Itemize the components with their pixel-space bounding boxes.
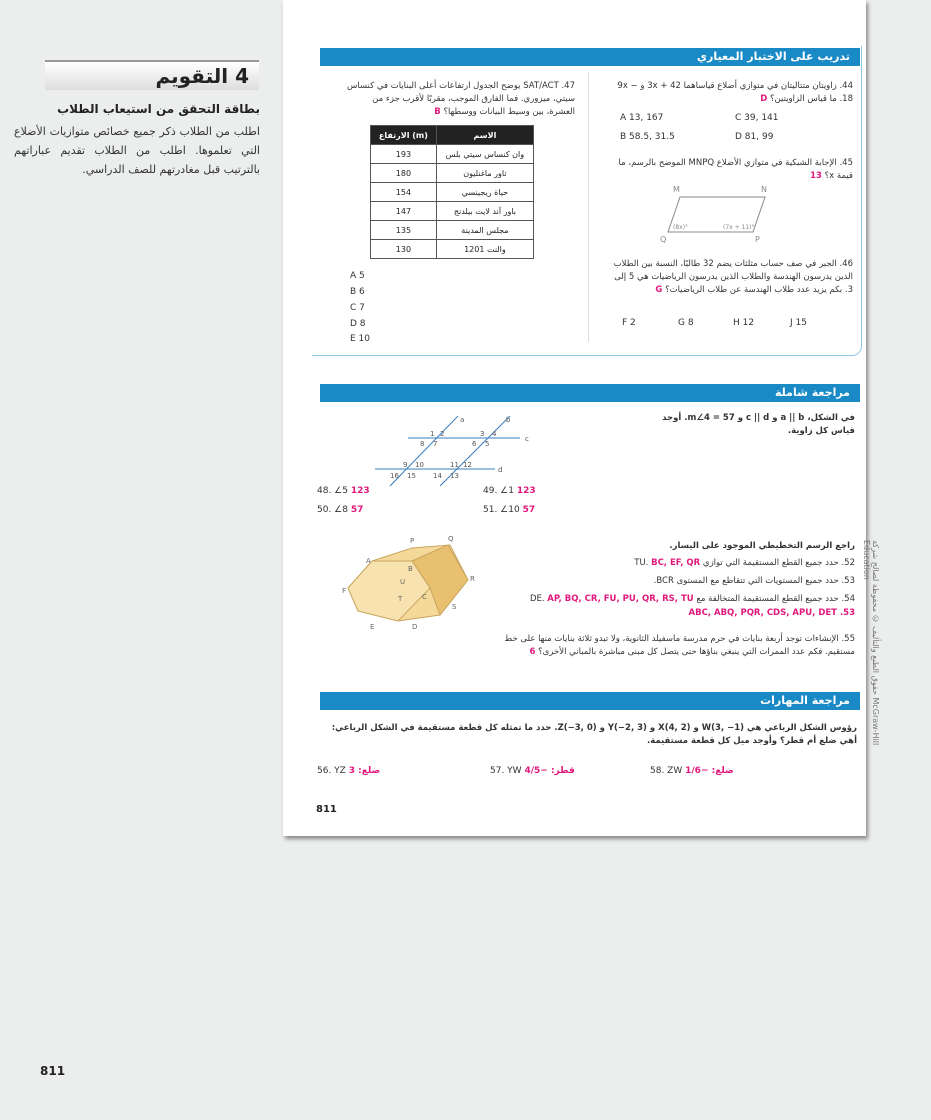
svg-text:U: U [400,578,406,586]
sidebar-title: 4 التقويم [45,60,259,90]
q46-option-j: J 15 [790,318,807,328]
svg-text:(7x + 11)°: (7x + 11)° [723,224,755,231]
svg-text:15: 15 [407,472,416,480]
svg-text:7: 7 [433,440,438,448]
svg-text:6: 6 [472,440,477,448]
page-number: 811 [316,804,337,815]
copyright-note: حقوق الطبع والتأليف © محفوظة لصالح شركة McGraw-Hill Education [862,540,880,746]
svg-text:11: 11 [450,461,459,469]
q52: 52. حدد جميع القطع المستقيمة التي توازي TU. BC, EF, QR [634,558,855,568]
table-row: 147 باور آند لايت بيلدنج [371,202,534,221]
q55: 55. الإنشاءات توجد أربعة بنايات في حرم مدرسة ماسفيلد الثانوية، ولا تبدو ثلاثة بنايات منها على خط مستقيم. فكم عدد الممرات التي ينبغي بناؤها حتى يتصل كل مبنى مباشرة بالمباني الأخرى؟ 6 [504,634,855,657]
spiral-intro: في الشكل، a || b و c || d و m∠4 = 57. أوجد قياس كل زاوية. [662,413,855,436]
svg-text:a: a [460,416,465,424]
q47-option-c: C 7 [350,303,365,313]
svg-text:B: B [408,565,413,573]
svg-text:M: M [673,185,680,194]
q56: 56. YZ ضلع: 3 [317,766,381,776]
table-row: 193 وان كنساس سيتي بلس [371,145,534,164]
table-row: 135 مجلس المدينة [371,221,534,240]
svg-text:13: 13 [450,472,459,480]
svg-text:9: 9 [403,461,408,469]
svg-text:1: 1 [430,430,435,438]
q46-text: 46. الجبر في صف حساب مثلثات يضم 32 طالبًا، النسبة بين الطلاب الذين يدرسون الهندسة والطلاب الذين يدرسون الرياضيات هي 5 إلى 3. بكم يزيد عدد طلاب الهندسة عن طلاب الرياضيات؟ G [613,259,853,295]
q44-option-b: B 58.5, 31.5 [620,132,675,142]
svg-text:14: 14 [433,472,442,480]
q46-option-h: H 12 [733,318,755,328]
svg-text:F: F [342,587,347,595]
svg-text:Q: Q [660,235,667,244]
svg-text:R: R [470,575,475,583]
table-row: 180 تاور ماغنليون [371,164,534,183]
svg-text:8: 8 [420,440,425,448]
spiral-intro2: راجع الرسم التخطيطي الموجود على اليسار. [669,541,855,551]
card-title: بطاقة التحقق من استيعاب الطلاب [57,102,260,116]
svg-text:12: 12 [463,461,472,469]
svg-text:Q: Q [448,535,454,543]
svg-text:b: b [506,416,511,424]
q51: 51. ∠10 57 [483,505,536,515]
q44-text: 44. زاويتان متتاليتان في متوازي أضلاع قياساهما 3x + 42 و 9x − 18. ما قياس الزاويتين؟ D [617,81,853,104]
q46-option-g: G 8 [678,318,694,328]
svg-text:P: P [755,235,760,244]
q44-option-c: C 39, 141 [735,113,779,123]
q45-text: 45. الإجابة الشبكية في متوازي الأضلاع MNPQ الموضح بالرسم، ما قيمة x؟ 13 [618,158,853,181]
table-row: 130 1201 والنت [371,240,534,259]
q47-option-b: B 6 [350,287,365,297]
section-header-standardized: تدريب على الاختبار المعياري [320,48,860,66]
q57: 57. YW قطر: −4/5 [490,766,575,776]
svg-text:S: S [452,603,457,611]
outer-page-number: 811 [40,1064,66,1078]
svg-text:2: 2 [440,430,445,438]
q48: 48. ∠5 123 [317,486,370,496]
q44-option-d: D 81, 99 [735,132,774,142]
q47-text: SAT/ACT .47 يوضح الجدول ارتفاعات أعلى البنايات في كنساس سيتي، ميزوري. فما الفارق الموجب، مقربًا لأقرب جزء من العشرة، بين وسيط البيانات ووسطها؟ B [347,81,575,117]
svg-text:P: P [410,537,415,545]
divider [588,72,589,342]
svg-text:A: A [366,557,371,565]
q53: 53. حدد جميع المستويات التي تتقاطع مع المستوى BCR. [653,576,855,586]
svg-text:4: 4 [492,430,497,438]
card-text: اطلب من الطلاب ذكر جميع خصائص متوازيات الأضلاع التي تعلموها. اطلب من الطلاب تقديم عباراتهم بالترتيب قبل مغادرتهم للصف الدراسي. [14,125,260,176]
svg-text:d: d [498,466,503,474]
svg-text:N: N [761,185,767,194]
svg-text:C: C [422,593,427,601]
prism-figure [340,533,480,633]
parallelogram-figure [655,182,785,247]
q54: 54. حدد جميع القطع المستقيمة المتخالفة مع DE. AP, BQ, CR, FU, PU, QR, RS, TU [529,594,855,604]
svg-text:(8x)°: (8x)° [673,224,689,231]
svg-text:16: 16 [390,472,399,480]
q50: 50. ∠8 57 [317,505,364,515]
teacher-sidebar [0,0,278,1120]
q44-option-a: A 13, 167 [620,113,664,123]
q49: 49. ∠1 123 [483,486,536,496]
table-row: 154 حياة ريجينسي [371,183,534,202]
parallel-lines-figure [370,412,550,487]
q47-option-a: A 5 [350,271,365,281]
svg-text:5: 5 [485,440,490,448]
q58: 58. ZW ضلع: −1/6 [650,766,734,776]
svg-text:E: E [370,623,375,631]
q47-option-d: D 8 [350,319,366,329]
q46-option-f: F 2 [622,318,636,328]
svg-text:c: c [525,435,529,443]
svg-text:10: 10 [415,461,424,469]
q47-option-e: E 10 [350,334,370,344]
svg-text:3: 3 [480,430,485,438]
svg-text:D: D [412,623,418,631]
skills-text: رؤوس الشكل الرباعي هي W(3, −1) و X(4, 2) و Y(−2, 3) و Z(−3, 0). حدد ما تمثله كل قطعة مستقيمة في الشكل الرباعي: أهي ضلع أم قطر؟ وأوجد ميل كل قطعة مستقيمة. [331,723,857,746]
a53: ABC, ABQ, PQR, CDS, APU, DET .53 [688,608,855,618]
svg-text:T: T [398,595,403,603]
section-header-skills: مراجعة المهارات [320,692,860,710]
buildings-table: الارتفاع (m) الاسم 193 وان كنساس سيتي بلس 180 تاور ماغنليون 154 حياة ريجينسي 147 باور آند لايت بيلدنج 135 مجلس المدينة 130 1201 والنت [370,125,534,259]
section-header-spiral: مراجعة شاملة [320,384,860,402]
